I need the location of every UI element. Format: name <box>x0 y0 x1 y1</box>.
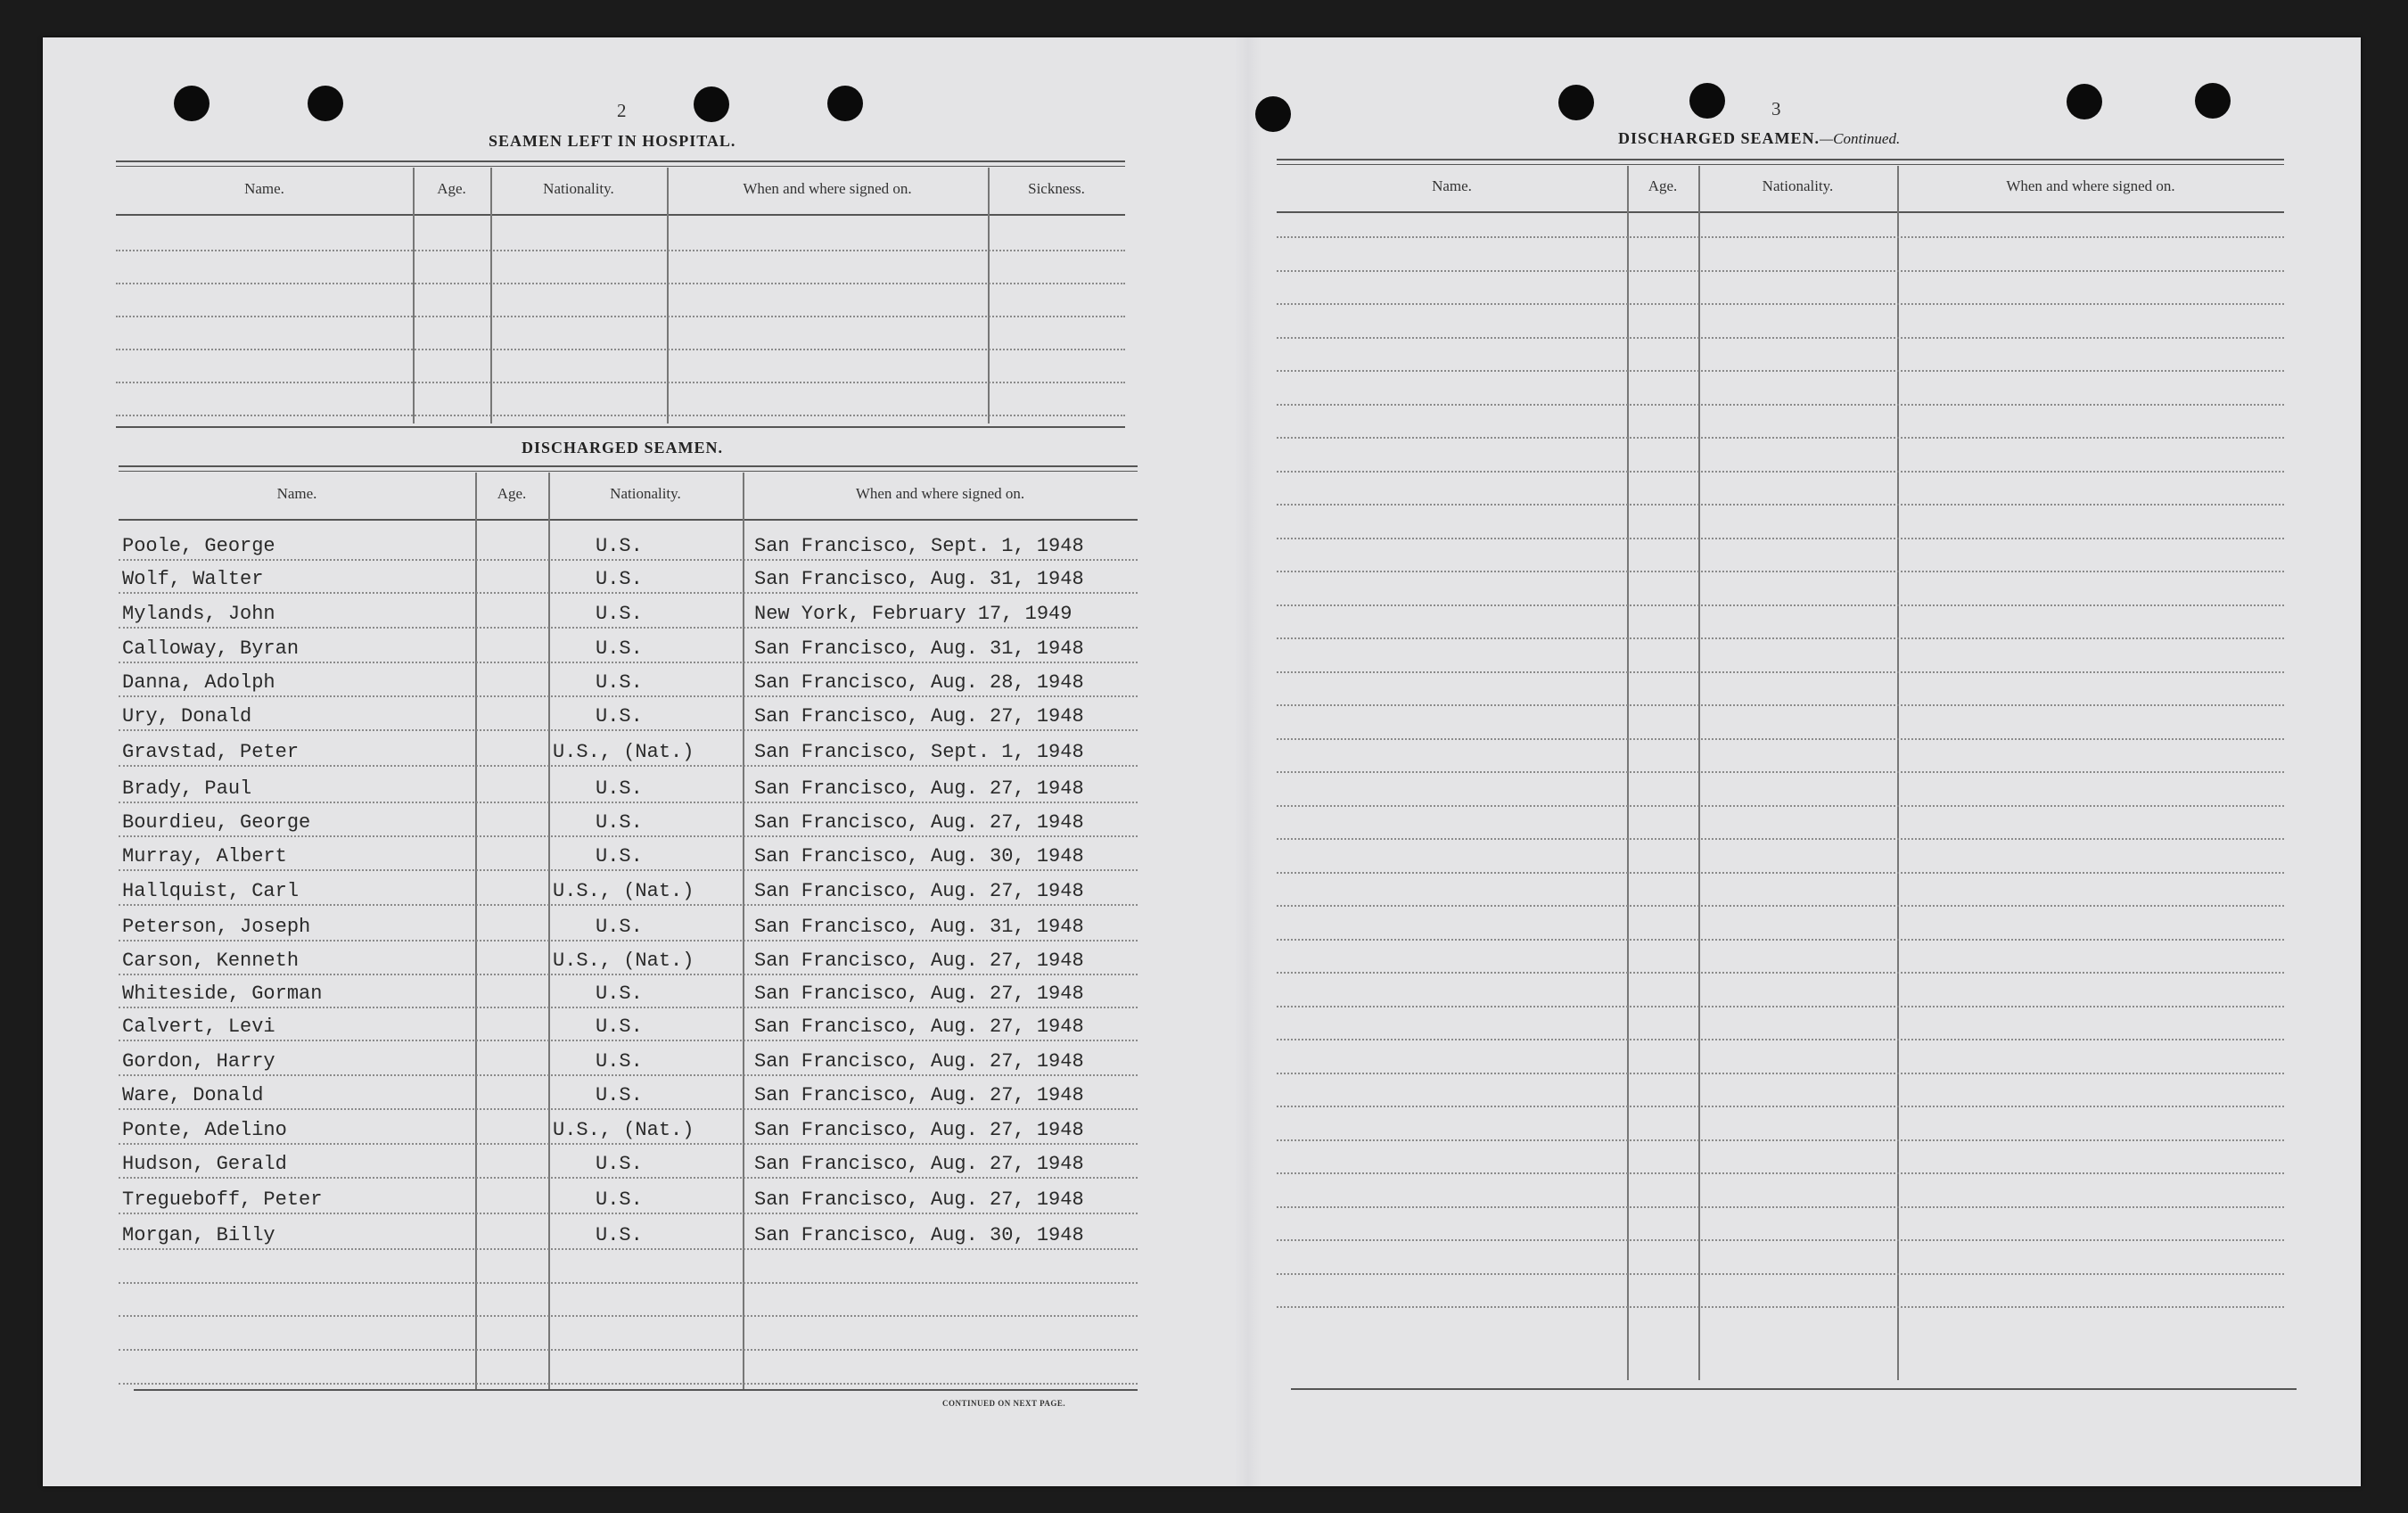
dotted-row-line <box>1277 838 2284 840</box>
table-bottom-rule <box>1291 1388 2297 1390</box>
seaman-nationality: U.S. <box>596 916 643 938</box>
dotted-row-line <box>1277 571 2284 572</box>
dotted-row-line <box>1277 404 2284 406</box>
right-title-main: DISCHARGED SEAMEN. <box>1618 129 1820 147</box>
seaman-nationality: U.S. <box>596 1016 643 1038</box>
column-header: Age. <box>497 485 527 502</box>
column-divider <box>475 473 477 1391</box>
seaman-name: Morgan, Billy <box>122 1224 275 1246</box>
dotted-row-line <box>1277 504 2284 506</box>
seaman-name: Calvert, Levi <box>122 1016 275 1038</box>
dotted-row-line <box>119 662 1138 663</box>
seaman-name: Poole, George <box>122 535 275 557</box>
column-header: Nationality. <box>1762 177 1834 194</box>
seaman-signed-on: San Francisco, Aug. 27, 1948 <box>754 983 1084 1005</box>
seaman-name: Tregueboff, Peter <box>122 1188 323 1211</box>
dotted-row-line <box>116 316 1125 317</box>
seaman-name: Murray, Albert <box>122 845 287 868</box>
dotted-row-line <box>1277 1039 2284 1040</box>
column-header: Name. <box>276 485 317 502</box>
dotted-row-line <box>119 802 1138 803</box>
dotted-row-line <box>1277 805 2284 807</box>
dotted-row-line <box>116 250 1125 251</box>
continued-note: CONTINUED ON NEXT PAGE. <box>942 1399 1066 1408</box>
dotted-row-line <box>1277 1106 2284 1107</box>
seaman-name: Bourdieu, George <box>122 811 311 834</box>
right-section-title <box>1618 129 1900 148</box>
dotted-row-line <box>119 1040 1138 1041</box>
column-header: Age. <box>1648 177 1678 194</box>
manifest-sheet <box>43 37 2361 1486</box>
seaman-nationality: U.S. <box>596 568 643 590</box>
dotted-row-line <box>119 940 1138 942</box>
seaman-name: Ponte, Adelino <box>122 1119 287 1141</box>
seaman-signed-on: San Francisco, Aug. 27, 1948 <box>754 705 1084 728</box>
dotted-row-line <box>119 695 1138 697</box>
dotted-row-line <box>1277 1139 2284 1141</box>
dotted-row-line <box>1277 270 2284 272</box>
seaman-signed-on: San Francisco, Aug. 27, 1948 <box>754 950 1084 972</box>
seaman-signed-on: San Francisco, Aug. 27, 1948 <box>754 880 1084 902</box>
seaman-signed-on: New York, February 17, 1949 <box>754 603 1073 625</box>
seaman-signed-on: San Francisco, Aug. 27, 1948 <box>754 811 1084 834</box>
dotted-row-line <box>1277 1172 2284 1174</box>
seaman-name: Whiteside, Gorman <box>122 983 323 1005</box>
table-top-rule <box>1277 164 2284 165</box>
dotted-row-line <box>119 1383 1138 1385</box>
seaman-nationality: U.S., (Nat.) <box>553 741 694 763</box>
seaman-name: Brady, Paul <box>122 777 252 800</box>
dotted-row-line <box>119 627 1138 629</box>
seaman-nationality: U.S. <box>596 535 643 557</box>
column-divider <box>1897 166 1899 1380</box>
seaman-signed-on: San Francisco, Aug. 31, 1948 <box>754 568 1084 590</box>
dotted-row-line <box>1277 771 2284 773</box>
dotted-row-line <box>119 1143 1138 1145</box>
dotted-row-line <box>119 1074 1138 1076</box>
punch-hole <box>1255 96 1291 132</box>
dotted-row-line <box>119 1248 1138 1250</box>
dotted-row-line <box>1277 538 2284 539</box>
dotted-row-line <box>1277 972 2284 974</box>
seaman-nationality: U.S., (Nat.) <box>553 950 694 972</box>
seaman-nationality: U.S. <box>596 983 643 1005</box>
column-header: When and where signed on. <box>855 485 1025 502</box>
seaman-name: Hallquist, Carl <box>122 880 300 902</box>
seaman-nationality: U.S. <box>596 1224 643 1246</box>
dotted-row-line <box>116 415 1125 416</box>
column-header: Sickness. <box>1028 180 1085 197</box>
punch-hole <box>827 86 863 121</box>
column-divider <box>667 168 669 423</box>
table-bottom-rule <box>116 426 1125 428</box>
seaman-signed-on: San Francisco, Sept. 1, 1948 <box>754 741 1084 763</box>
dotted-row-line <box>1277 637 2284 639</box>
seaman-name: Hudson, Gerald <box>122 1153 287 1175</box>
seaman-signed-on: San Francisco, Aug. 27, 1948 <box>754 777 1084 800</box>
seaman-nationality: U.S., (Nat.) <box>553 880 694 902</box>
table-top-rule <box>1277 159 2284 160</box>
dotted-row-line <box>1277 604 2284 606</box>
seaman-signed-on: San Francisco, Aug. 27, 1948 <box>754 1188 1084 1211</box>
seaman-name: Ury, Donald <box>122 705 252 728</box>
seaman-name: Carson, Kenneth <box>122 950 300 972</box>
dotted-row-line <box>1277 303 2284 305</box>
dotted-row-line <box>1277 1206 2284 1208</box>
dotted-row-line <box>119 974 1138 975</box>
seaman-name: Gravstad, Peter <box>122 741 300 763</box>
punch-hole <box>2195 83 2231 119</box>
column-header: Nationality. <box>543 180 614 197</box>
seaman-nationality: U.S., (Nat.) <box>553 1119 694 1141</box>
column-header: Age. <box>437 180 466 197</box>
dotted-row-line <box>119 1315 1138 1317</box>
column-header: When and where signed on. <box>743 180 912 197</box>
column-divider <box>1698 166 1700 1380</box>
seaman-signed-on: San Francisco, Aug. 31, 1948 <box>754 637 1084 660</box>
punch-hole <box>1558 85 1594 120</box>
dotted-row-line <box>1277 370 2284 372</box>
seaman-name: Wolf, Walter <box>122 568 264 590</box>
dotted-row-line <box>1277 236 2284 238</box>
column-header: When and where signed on. <box>2006 177 2175 194</box>
dotted-row-line <box>119 904 1138 906</box>
table-top-rule <box>119 465 1138 467</box>
seaman-nationality: U.S. <box>596 671 643 694</box>
hospital-section-title: SEAMEN LEFT IN HOSPITAL. <box>489 132 736 150</box>
seaman-name: Ware, Donald <box>122 1084 264 1106</box>
table-top-rule <box>116 160 1125 162</box>
column-divider <box>490 168 492 423</box>
dotted-row-line <box>1277 738 2284 740</box>
seaman-name: Gordon, Harry <box>122 1050 275 1073</box>
seaman-signed-on: San Francisco, Aug. 27, 1948 <box>754 1084 1084 1106</box>
dotted-row-line <box>1277 337 2284 339</box>
seaman-signed-on: San Francisco, Sept. 1, 1948 <box>754 535 1084 557</box>
dotted-row-line <box>1277 1073 2284 1074</box>
dotted-row-line <box>119 1007 1138 1008</box>
dotted-row-line <box>1277 704 2284 706</box>
seaman-nationality: U.S. <box>596 1084 643 1106</box>
punch-hole <box>1689 83 1725 119</box>
seaman-signed-on: San Francisco, Aug. 31, 1948 <box>754 916 1084 938</box>
punch-hole <box>308 86 343 121</box>
seaman-name: Calloway, Byran <box>122 637 300 660</box>
right-title-suffix: —Continued. <box>1820 130 1901 147</box>
seaman-nationality: U.S. <box>596 705 643 728</box>
table-top-rule <box>116 166 1125 167</box>
seaman-nationality: U.S. <box>596 845 643 868</box>
column-divider <box>548 473 550 1391</box>
column-header: Name. <box>1432 177 1472 194</box>
column-divider <box>1627 166 1629 1380</box>
seaman-signed-on: San Francisco, Aug. 27, 1948 <box>754 1153 1084 1175</box>
seaman-signed-on: San Francisco, Aug. 27, 1948 <box>754 1050 1084 1073</box>
seaman-name: Peterson, Joseph <box>122 916 311 938</box>
seaman-signed-on: San Francisco, Aug. 27, 1948 <box>754 1119 1084 1141</box>
dotted-row-line <box>1277 471 2284 473</box>
dotted-row-line <box>119 765 1138 767</box>
seaman-signed-on: San Francisco, Aug. 30, 1948 <box>754 1224 1084 1246</box>
dotted-row-line <box>119 1213 1138 1214</box>
dotted-row-line <box>1277 671 2284 673</box>
column-divider <box>988 168 990 423</box>
dotted-row-line <box>119 1282 1138 1284</box>
column-divider <box>413 168 415 423</box>
dotted-row-line <box>119 592 1138 594</box>
page-fold <box>1235 37 1262 1486</box>
seaman-nationality: U.S. <box>596 1153 643 1175</box>
seaman-signed-on: San Francisco, Aug. 28, 1948 <box>754 671 1084 694</box>
dotted-row-line <box>1277 1306 2284 1308</box>
seaman-nationality: U.S. <box>596 811 643 834</box>
seaman-nationality: U.S. <box>596 1188 643 1211</box>
seaman-nationality: U.S. <box>596 603 643 625</box>
punch-hole <box>694 86 729 122</box>
column-header: Nationality. <box>610 485 681 502</box>
left-page-number: 2 <box>617 100 627 121</box>
dotted-row-line <box>119 869 1138 871</box>
seaman-signed-on: San Francisco, Aug. 27, 1948 <box>754 1016 1084 1038</box>
dotted-row-line <box>1277 905 2284 907</box>
dotted-row-line <box>119 729 1138 731</box>
dotted-row-line <box>1277 1239 2284 1241</box>
dotted-row-line <box>116 349 1125 350</box>
header-rule <box>119 519 1138 521</box>
seaman-name: Danna, Adolph <box>122 671 275 694</box>
seaman-signed-on: San Francisco, Aug. 30, 1948 <box>754 845 1084 868</box>
seaman-nationality: U.S. <box>596 777 643 800</box>
punch-hole <box>174 86 210 121</box>
discharged-section-title: DISCHARGED SEAMEN. <box>522 439 724 456</box>
dotted-row-line <box>119 559 1138 561</box>
right-page-number: 3 <box>1771 98 1781 119</box>
table-bottom-rule <box>134 1389 1138 1391</box>
seaman-nationality: U.S. <box>596 1050 643 1073</box>
seaman-name: Mylands, John <box>122 603 275 625</box>
column-header: Name. <box>244 180 284 197</box>
dotted-row-line <box>119 1177 1138 1179</box>
seaman-nationality: U.S. <box>596 637 643 660</box>
dotted-row-line <box>116 382 1125 383</box>
dotted-row-line <box>119 1349 1138 1351</box>
dotted-row-line <box>119 835 1138 837</box>
column-divider <box>743 473 744 1391</box>
dotted-row-line <box>1277 1273 2284 1275</box>
table-top-rule <box>119 471 1138 472</box>
header-rule <box>1277 211 2284 213</box>
header-rule <box>116 214 1125 216</box>
punch-hole <box>2067 84 2102 119</box>
dotted-row-line <box>1277 872 2284 874</box>
dotted-row-line <box>119 1108 1138 1110</box>
dotted-row-line <box>1277 437 2284 439</box>
dotted-row-line <box>1277 1006 2284 1007</box>
dotted-row-line <box>116 283 1125 284</box>
dotted-row-line <box>1277 939 2284 941</box>
